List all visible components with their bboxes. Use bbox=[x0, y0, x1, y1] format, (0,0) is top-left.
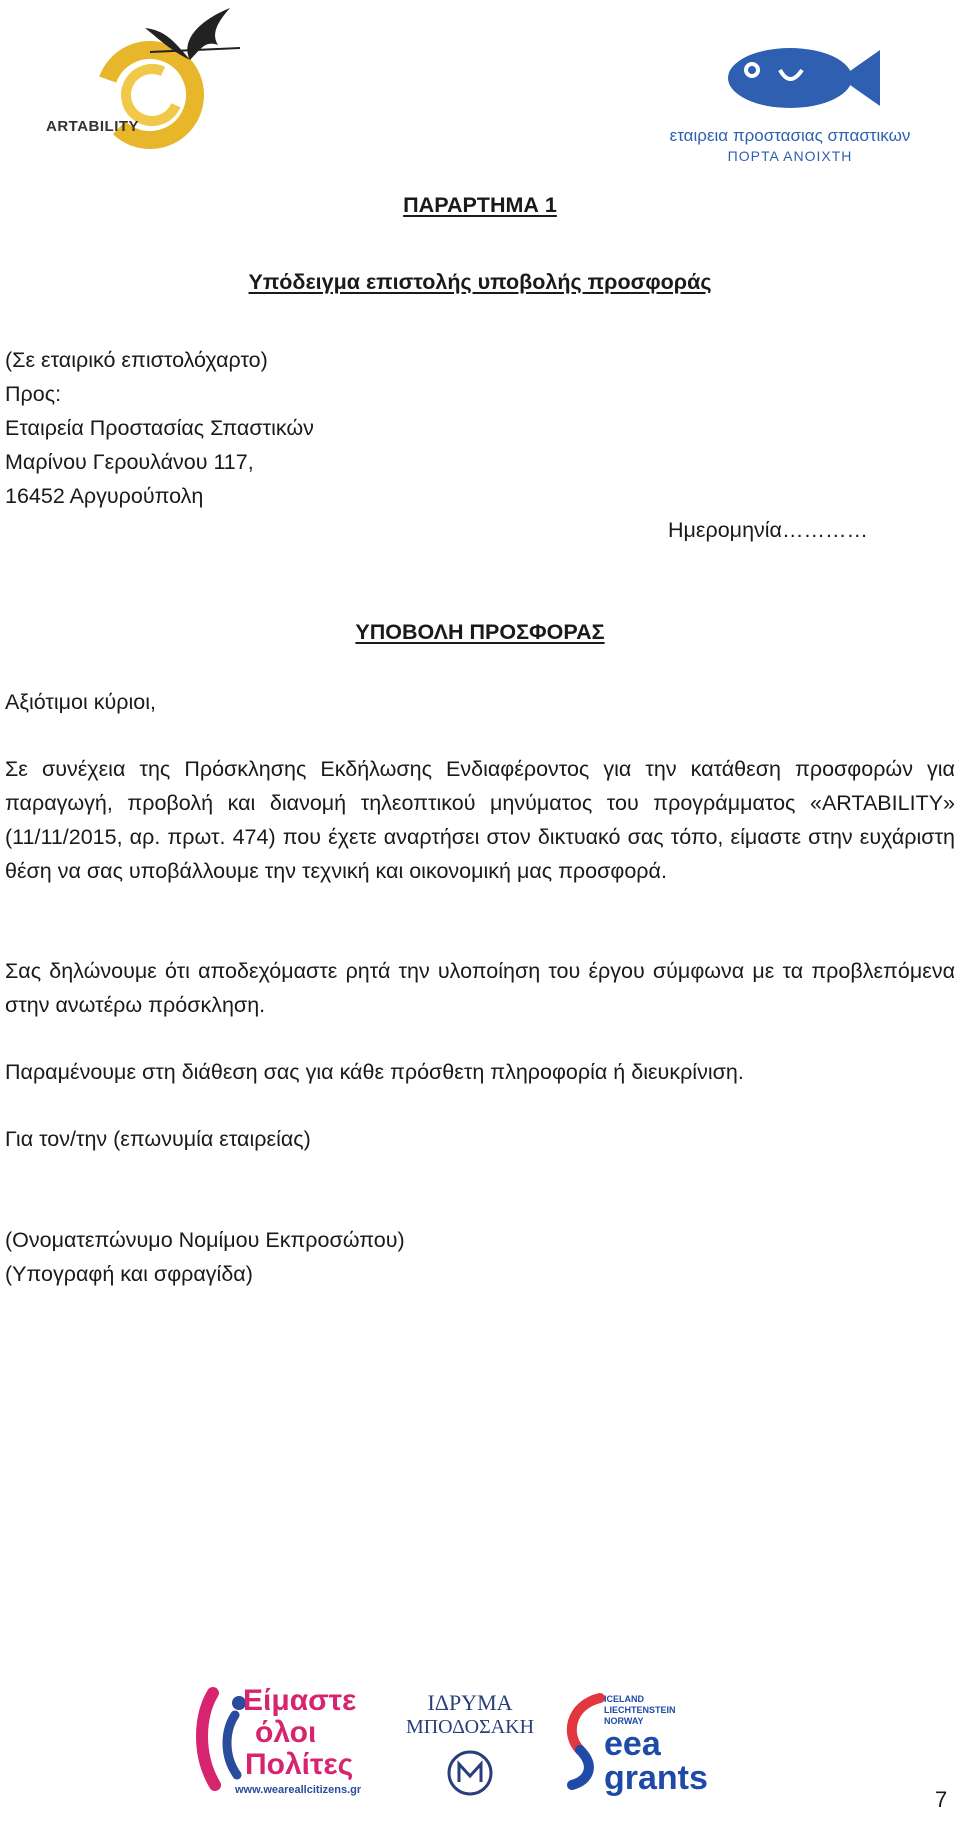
eea-logo-line1: eea bbox=[604, 1725, 661, 1763]
body-paragraph-3: Παραμένουμε στη διάθεση σας για κάθε πρόσθετη πληροφορία ή διευκρίνιση. bbox=[5, 1060, 744, 1084]
recipient-city: 16452 Αργυρούπολη bbox=[5, 484, 204, 508]
citizens-logo bbox=[195, 1685, 385, 1800]
citizens-logo-line2: όλοι bbox=[255, 1716, 317, 1749]
company-signature-line: Για τον/την (επωνυμία εταιρείας) bbox=[5, 1127, 311, 1151]
section-title: ΥΠΟΒΟΛΗ ΠΡΟΣΦΟΡΑΣ bbox=[355, 620, 605, 644]
spastic-society-logo-line2: ΠΟΡΤΑ ΑΝΟΙΧΤΗ bbox=[727, 148, 853, 164]
artability-logo-text: ARTABILITY bbox=[46, 118, 140, 135]
body-paragraph-2: Σας δηλώνουμε ότι αποδεχόμαστε ρητά την υλοποίηση του έργου σύμφωνα με τα προβλεπόμενα στην ανωτέρω πρόσκληση. bbox=[5, 959, 955, 1017]
spastic-society-logo bbox=[640, 30, 940, 170]
citizens-logo-line1: Είμαστε bbox=[243, 1684, 357, 1717]
bodossaki-logo-line1: ΙΔΡΥΜΑ bbox=[427, 1690, 513, 1715]
bodossaki-foundation-logo bbox=[400, 1690, 540, 1800]
bodossaki-logo-line2: ΜΠΟΔΟΣΑΚΗ bbox=[405, 1716, 535, 1738]
page-number: 7 bbox=[935, 1787, 948, 1812]
citizens-logo-url: www.weareallcitizens.gr bbox=[235, 1784, 362, 1796]
letterhead-note: (Σε εταιρικό επιστολόχαρτο) bbox=[5, 348, 268, 372]
body-paragraph-1: Σε συνέχεια της Πρόσκλησης Εκδήλωσης Ενδιαφέροντος για την κατάθεση προσφορών για παραγωγή, προβολή και διανομή τηλεοπτικού μηνύματος του προγράμματος «ARTABILITY» (11/11/2015, αρ. πρωτ. 474) που έχετε αναρτήσει στον δικτυακό σας τόπο, είμαστε στην ευχάριστη θέση να σας υποβάλλουμε την τεχνική και οικονομική μας προσφορά. bbox=[5, 757, 955, 883]
citizens-logo-line3: Πολίτες bbox=[245, 1748, 354, 1781]
artability-logo bbox=[40, 0, 240, 150]
representative-name-line: (Ονοματεπώνυμο Νομίμου Εκπροσώπου) bbox=[5, 1228, 405, 1252]
signature-stamp-line: (Υπογραφή και σφραγίδα) bbox=[5, 1262, 253, 1286]
annex-subtitle: Υπόδειγμα επιστολής υποβολής προσφοράς bbox=[248, 270, 712, 294]
recipient-label: Προς: bbox=[5, 382, 62, 406]
recipient-street: Μαρίνου Γερουλάνου 117, bbox=[5, 450, 254, 474]
eea-country-1: ICELAND bbox=[604, 1694, 644, 1704]
eea-grants-logo bbox=[560, 1690, 740, 1800]
eea-logo-line2: grants bbox=[604, 1759, 708, 1797]
date-field: Ημερομηνία………… bbox=[668, 518, 868, 542]
annex-title: ΠΑΡΑΡΤΗΜΑ 1 bbox=[403, 193, 557, 217]
eea-country-3: NORWAY bbox=[604, 1716, 644, 1726]
greeting: Αξιότιμοι κύριοι, bbox=[5, 690, 156, 714]
recipient-name: Εταιρεία Προστασίας Σπαστικών bbox=[5, 416, 314, 440]
eea-country-2: LIECHTENSTEIN bbox=[604, 1705, 676, 1715]
spastic-society-logo-line1: εταιρεια προστασιας σπαστικων bbox=[669, 126, 911, 145]
